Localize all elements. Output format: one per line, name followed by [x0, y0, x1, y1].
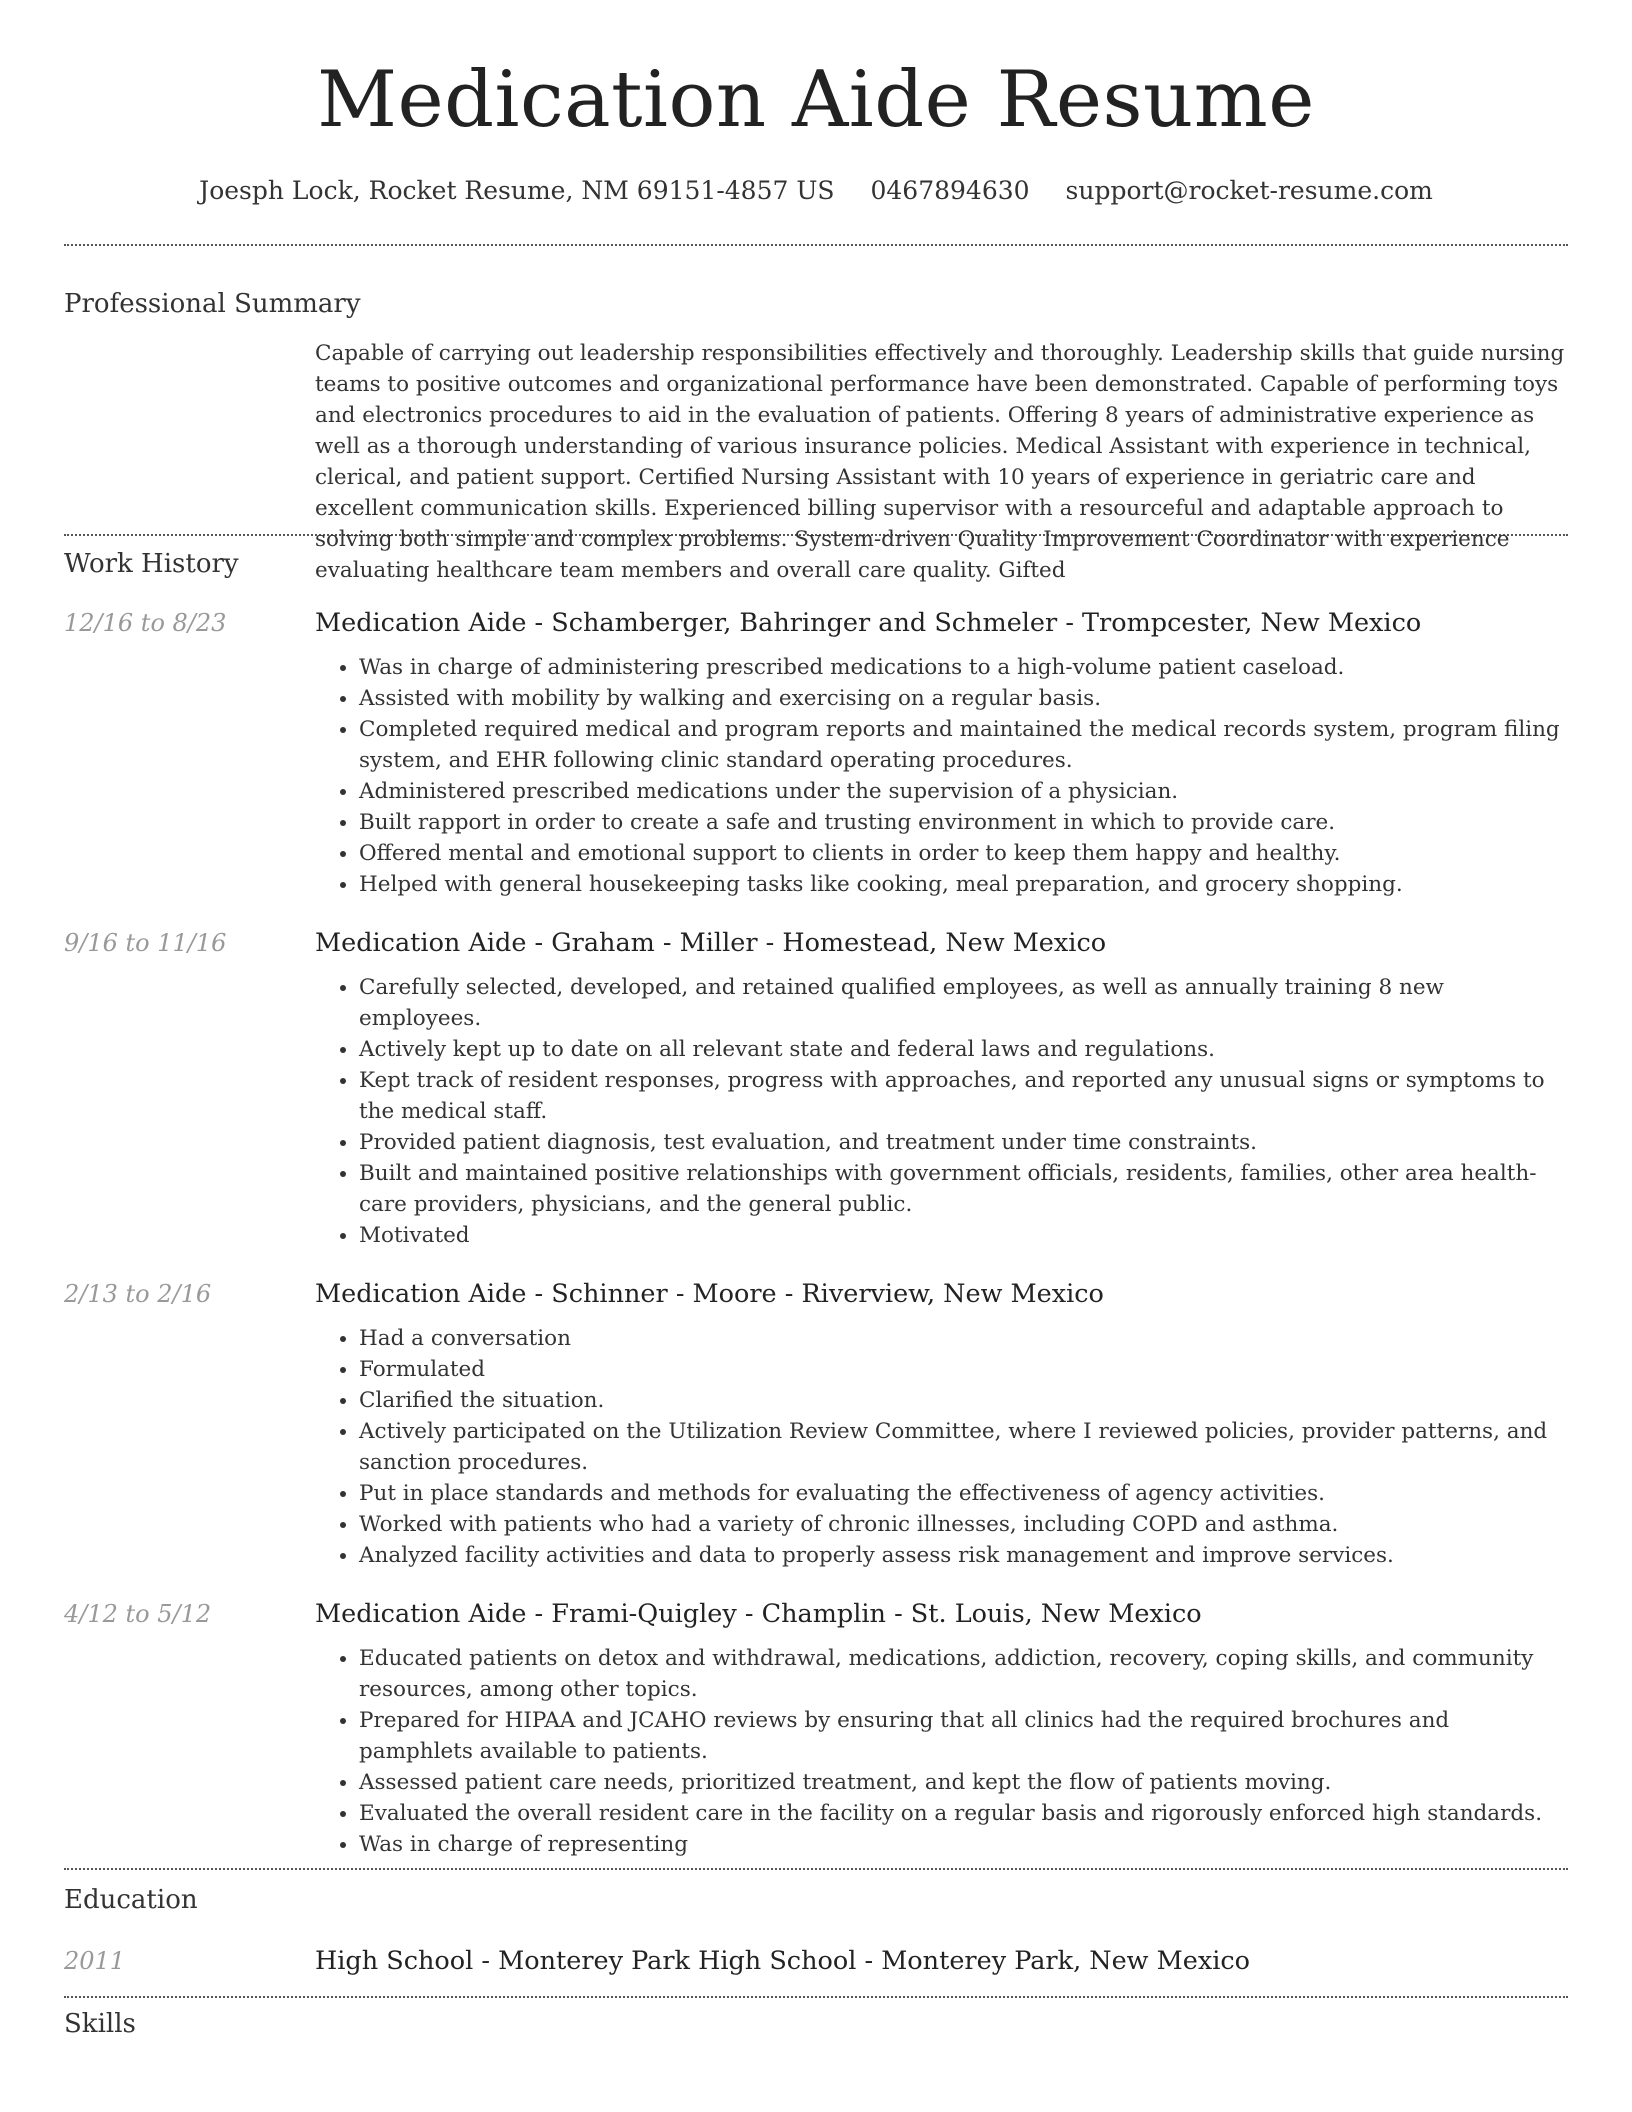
- bullet-item: • Assessed patient care needs, prioritized treatment, and kept the flow of patients moving.: [359, 1767, 1568, 1798]
- bullet-item: • Kept track of resident responses, progress with approaches, and reported any unusual signs or symptoms to the medical staff.: [359, 1065, 1568, 1127]
- job-dates: 2/13 to 2/16: [64, 1280, 212, 1308]
- section-heading-skills: Skills: [64, 2009, 136, 2039]
- job-title: Medication Aide - Graham - Miller - Homestead, New Mexico: [315, 928, 1107, 958]
- bullet-item: • Analyzed facility activities and data to properly assess risk management and improve services.: [359, 1540, 1568, 1571]
- bullet-item: • Built and maintained positive relationships with government officials, residents, families, other area health-care providers, physicians, and the general public.: [359, 1158, 1568, 1220]
- bullet-item: • Assisted with mobility by walking and exercising on a regular basis.: [359, 683, 1568, 714]
- section-heading-work: Work History: [64, 549, 239, 579]
- job-dates: 12/16 to 8/23: [64, 609, 227, 637]
- job-entry: [64, 926, 1568, 1251]
- bullet-item: • Completed required medical and program reports and maintained the medical records system, program filing system, and EHR following clinic standard operating procedures.: [359, 714, 1568, 776]
- job-bullets: [315, 1323, 1568, 1571]
- bullet-item: • Evaluated the overall resident care in the facility on a regular basis and rigorously enforced high standards.: [359, 1798, 1568, 1829]
- bullet-item: • Offered mental and emotional support to clients in order to keep them happy and healthy.: [359, 838, 1568, 869]
- contact-line: [64, 174, 1568, 208]
- bullet-item: • Motivated: [359, 1220, 1568, 1251]
- bullet-item: • Educated patients on detox and withdrawal, medications, addiction, recovery, coping skills, and community resources, among other topics.: [359, 1643, 1568, 1705]
- summary-text: Capable of carrying out leadership responsibilities effectively and thoroughly. Leadership skills that guide nursing teams to positive outcomes and organizational performance have been demonstrated. Capable of performing toys and electronics procedures to aid in the evaluation of patients. Offering 8 years of administrative experience as well as a thorough understanding of various insurance policies. Medical Assistant with experience in technical, clerical, and patient support. Certified Nursing Assistant with 10 years of experience in geriatric care and excellent communication skills. Experienced billing supervisor with a resourceful and adaptable approach to solving both simple and complex problems. System-driven Quality Improvement Coordinator with experience evaluating healthcare team members and overall care quality. Gifted: [315, 341, 1565, 583]
- bullet-item: • Was in charge of representing: [359, 1829, 1568, 1860]
- bullet-item: • Provided patient diagnosis, test evaluation, and treatment under time constraints.: [359, 1127, 1568, 1158]
- job-entry: [64, 1277, 1568, 1571]
- job-title: Medication Aide - Schinner - Moore - Riverview, New Mexico: [315, 1279, 1104, 1309]
- resume-title: Medication Aide Resume: [317, 55, 1315, 145]
- divider: [64, 1868, 1568, 1870]
- education-entry: [64, 1944, 1568, 1978]
- job-bullets: [315, 1643, 1568, 1860]
- job-title: Medication Aide - Frami-Quigley - Champlin - St. Louis, New Mexico: [315, 1599, 1202, 1629]
- bullet-item: • Was in charge of administering prescribed medications to a high-volume patient caseload.: [359, 652, 1568, 683]
- education-dates: 2011: [64, 1947, 126, 1975]
- bullet-item: • Actively kept up to date on all relevant state and federal laws and regulations.: [359, 1034, 1568, 1065]
- bullet-item: • Prepared for HIPAA and JCAHO reviews by ensuring that all clinics had the required brochures and pamphlets available to patients.: [359, 1705, 1568, 1767]
- section-heading-education: Education: [64, 1885, 198, 1915]
- job-dates: 4/12 to 5/12: [64, 1600, 212, 1628]
- contact-phone: 0467894630: [870, 176, 1030, 205]
- bullet-item: • Carefully selected, developed, and retained qualified employees, as well as annually training 8 new employees.: [359, 972, 1568, 1034]
- job-dates: 9/16 to 11/16: [64, 929, 227, 957]
- resume-page: [64, 0, 1568, 2042]
- job-title: Medication Aide - Schamberger, Bahringer and Schmeler - Trompcester, New Mexico: [315, 608, 1422, 638]
- job-entry: [64, 1597, 1568, 1860]
- bullet-item: • Put in place standards and methods for evaluating the effectiveness of agency activities.: [359, 1478, 1568, 1509]
- divider: [64, 1996, 1568, 1998]
- bullet-item: • Helped with general housekeeping tasks like cooking, meal preparation, and grocery shopping.: [359, 869, 1568, 900]
- bullet-item: • Actively participated on the Utilization Review Committee, where I reviewed policies, provider patterns, and sanction procedures.: [359, 1416, 1568, 1478]
- job-bullets: [315, 652, 1568, 900]
- bullet-item: • Built rapport in order to create a safe and trusting environment in which to provide care.: [359, 807, 1568, 838]
- contact-email: support@rocket-resume.com: [1065, 176, 1433, 205]
- divider: [64, 244, 1568, 246]
- bullet-item: • Administered prescribed medications under the supervision of a physician.: [359, 776, 1568, 807]
- bullet-item: • Had a conversation: [359, 1323, 1568, 1354]
- bullet-item: • Clarified the situation.: [359, 1385, 1568, 1416]
- section-heading-summary: Professional Summary: [64, 289, 361, 319]
- contact-address: Joesph Lock, Rocket Resume, NM 69151-4857 US: [199, 176, 835, 205]
- job-entry: [64, 606, 1568, 900]
- bullet-item: • Worked with patients who had a variety of chronic illnesses, including COPD and asthma.: [359, 1509, 1568, 1540]
- job-bullets: [315, 972, 1568, 1251]
- education-title: High School - Monterey Park High School - Monterey Park, New Mexico: [315, 1946, 1250, 1976]
- bullet-item: • Formulated: [359, 1354, 1568, 1385]
